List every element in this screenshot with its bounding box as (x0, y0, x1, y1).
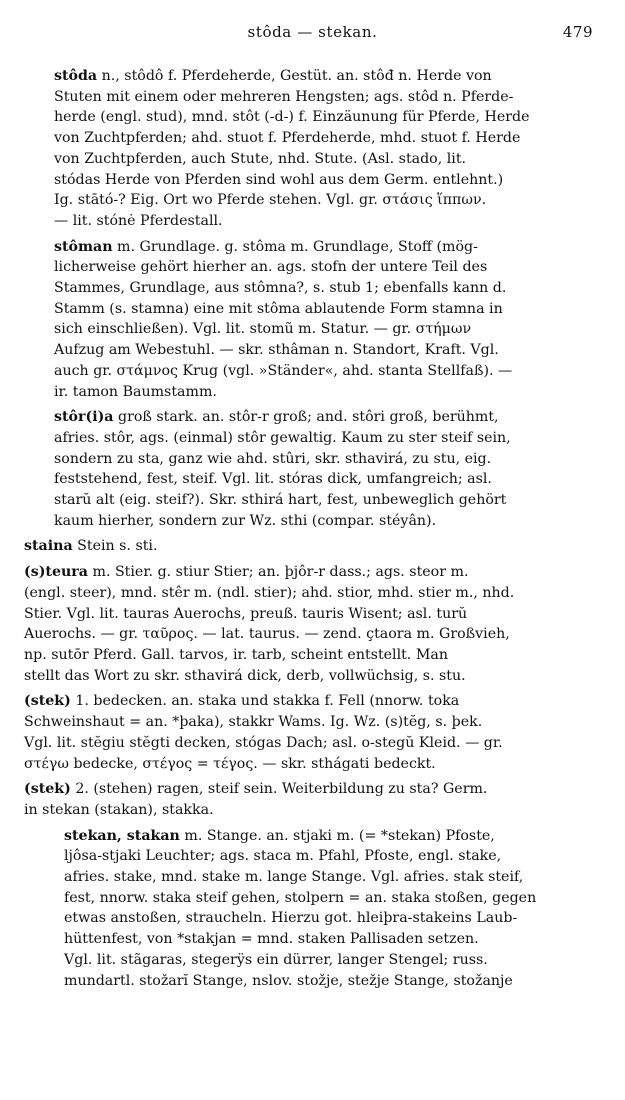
entry-line (24, 712, 594, 733)
entry-lemma: stekan, stakan (64, 827, 180, 844)
entry-text: Stier. Vgl. lit. tauras Auerochs, preuß. tauris Wisent; asl. turŭ (24, 605, 468, 622)
entry-text: sondern zu sta, ganz wie ahd. stûri, skr. sthavirá, zu stu, eig. (54, 450, 492, 467)
entry-line (54, 87, 594, 108)
entry-line (54, 407, 594, 428)
entry-text: Ig. stātó-? Eig. Ort wo Pferde stehen. Vgl. gr. στάσις ἵππων. (54, 192, 487, 209)
entry-line (24, 779, 594, 800)
entry-text: in stekan (stakan), stakka. (24, 801, 214, 818)
entry-text: afries. stôr, ags. (einmal) stôr gewaltig. Kaum zu ster steif sein, (54, 429, 511, 446)
entry-text: Auerochs. — gr. ταῦρος. — lat. taurus. — zend. çtaora m. Großvieh, (24, 626, 510, 643)
entry-text: kaum hierher, sondern zur Wz. sthi (compar. stéyân). (54, 512, 437, 529)
entry-text: Vgl. lit. stĕgiu stĕgti decken, stógas Dach; asl. o-stegŭ Kleid. — gr. (24, 734, 503, 751)
entry-text: feststehend, fest, steif. Vgl. lit. stóras dick, umfangreich; asl. (54, 471, 492, 488)
entry-lemma: staina (24, 538, 73, 555)
entry-line (54, 128, 594, 149)
entry-lemma: stôman (54, 238, 113, 255)
entry-line (54, 319, 594, 340)
entry-line (24, 666, 594, 687)
entry-line (24, 800, 594, 821)
entry-line (54, 428, 594, 449)
entry-text: groß stark. an. stôr-r groß; and. stôri groß, berühmt, (113, 409, 499, 426)
entry-text: etwas anstoßen, straucheln. Hierzu got. hleiþra-stakeins Laub- (64, 910, 518, 927)
entry-text: ljôsa-stjaki Leuchter; ags. staca m. Pfahl, Pfoste, engl. stake, (64, 848, 502, 865)
entry-line (24, 536, 594, 557)
entry-line (54, 257, 594, 278)
entry-text: fest, nnorw. staka steif gehen, stolpern = an. staka stoßen, gegen (64, 889, 537, 906)
entry-text: auch gr. στάμνος Krug (vgl. »Ständer«, ahd. stanta Stellfaß). — (54, 362, 513, 379)
entry-line (24, 645, 594, 666)
entry-staina (24, 536, 594, 557)
entry-text: starŭ alt (eig. steif?). Skr. sthirá hart, fest, unbeweglich gehört (54, 492, 507, 509)
entry-stoda (54, 66, 594, 232)
entry-line (24, 624, 594, 645)
entry-lemma: (stek) (24, 693, 71, 710)
entry-line (54, 107, 594, 128)
entry-text: Stuten mit einem oder mehreren Hengsten; ags. stôd n. Pferde- (54, 88, 514, 105)
entry-text: von Zuchtpferden; ahd. stuot f. Pferdeherde, mhd. stuot f. Herde (54, 130, 521, 147)
entry-text: stellt das Wort zu skr. sthavirá dick, derb, vollwüchsig, s. stu. (24, 667, 466, 684)
entry-stoman (54, 237, 594, 403)
entry-stekan (64, 826, 594, 992)
entry-line (54, 237, 594, 258)
entry-text: sich einschließen). Vgl. lit. stomũ m. Statur. — gr. στήμων (54, 321, 472, 338)
entry-line (64, 846, 594, 867)
entry-text: Stein s. sti. (72, 538, 158, 555)
entry-line (64, 867, 594, 888)
entry-line (24, 562, 594, 583)
entry-line (64, 929, 594, 950)
running-head: stôda — stekan. (247, 23, 378, 41)
entry-line (64, 950, 594, 971)
entry-text: licherweise gehört hierher an. ags. stofn der untere Teil des (54, 259, 488, 276)
entry-line (24, 604, 594, 625)
entry-text: m. Grundlage. g. stôma m. Grundlage, Stoff (mög- (112, 238, 478, 255)
entry-line (54, 449, 594, 470)
entry-line (54, 190, 594, 211)
entry-steura (24, 562, 594, 686)
dictionary-entries (24, 66, 594, 996)
entry-text: 1. bedecken. an. staka und stakka f. Fell (nnorw. toka (70, 693, 460, 710)
entry-text: m. Stange. an. stjaki m. (= *stekan) Pfoste, (179, 827, 495, 844)
entry-stek1 (24, 691, 594, 774)
entry-lemma: stôda (54, 68, 98, 84)
entry-line (24, 583, 594, 604)
entry-lemma: (s)teura (24, 564, 88, 581)
entry-line (54, 299, 594, 320)
entry-text: np. sutōr Pferd. Gall. tarvos, ir. tarb, scheint entstellt. Man (24, 646, 448, 663)
entry-line (54, 278, 594, 299)
entry-line (64, 971, 594, 992)
entry-lemma: (stek) (24, 781, 71, 798)
entry-line (24, 691, 594, 712)
entry-text: n., stôdô f. Pferdeherde, Gestüt. an. stôđ n. Herde von (97, 68, 492, 84)
entry-line (24, 733, 594, 754)
entry-line (54, 361, 594, 382)
entry-line (24, 754, 594, 775)
entry-text: στέγω bedecke, στέγος = τέγος. — skr. sthágati bedeckt. (24, 755, 436, 772)
entry-line (54, 66, 594, 87)
entry-text: Aufzug am Webestuhl. — skr. sthâman n. Standort, Kraft. Vgl. (54, 342, 499, 359)
entry-text: mundartl. stožarĭ Stange, nslov. stožje, stežje Stange, stožanje (64, 972, 513, 989)
entry-line (54, 149, 594, 170)
entry-line (54, 490, 594, 511)
entry-lemma: stôr(i)a (54, 409, 114, 426)
entry-text: m. Stier. g. stiur Stier; an. þjôr-r dass.; ags. steor m. (87, 564, 469, 581)
entry-text: Vgl. lit. stãgaras, stegerÿs ein dürrer, langer Stengel; russ. (64, 951, 488, 968)
entry-line (54, 211, 594, 232)
entry-stek2 (24, 779, 594, 820)
entry-text: Schweinshaut = an. *þaka), stakkr Wams. Ig. Wz. (s)tĕg, s. þek. (24, 714, 483, 731)
entry-text: hüttenfest, von *stakjan = mnd. staken Pallisaden setzen. (64, 931, 479, 948)
entry-line (54, 469, 594, 490)
entry-text: — lit. stónė Pferdestall. (54, 212, 223, 229)
page-header (0, 22, 625, 46)
entry-text: 2. (stehen) ragen, steif sein. Weiterbildung zu sta? Germ. (70, 781, 488, 798)
entry-line (54, 382, 594, 403)
entry-line (54, 340, 594, 361)
entry-line (54, 170, 594, 191)
entry-text: herde (engl. stud), mnd. stôt (-d-) f. Einzäunung für Pferde, Herde (54, 109, 530, 126)
entry-line (64, 908, 594, 929)
entry-text: von Zuchtpferden, auch Stute, nhd. Stute. (Asl. stado, lit. (54, 150, 467, 167)
entry-text: afries. stake, mnd. stake m. lange Stange. Vgl. afries. stak steif, (64, 869, 524, 886)
entry-text: Stamm (s. stamna) eine mit stôma ablautende Form stamna in (54, 300, 503, 317)
entry-text: Stammes, Grundlage, aus stômna?, s. stub 1; ebenfalls kann d. (54, 280, 507, 297)
entry-line (64, 888, 594, 909)
entry-stor (54, 407, 594, 531)
entry-text: stódas Herde von Pferden sind wohl aus dem Germ. entlehnt.) (54, 171, 504, 188)
entry-line (64, 826, 594, 847)
entry-text: ir. tamon Baumstamm. (54, 383, 217, 400)
entry-line (54, 511, 594, 532)
entry-text: (engl. steer), mnd. stêr m. (ndl. stier); ahd. stior, mhd. stier m., nhd. (24, 584, 515, 601)
page-number: 479 (562, 23, 593, 41)
